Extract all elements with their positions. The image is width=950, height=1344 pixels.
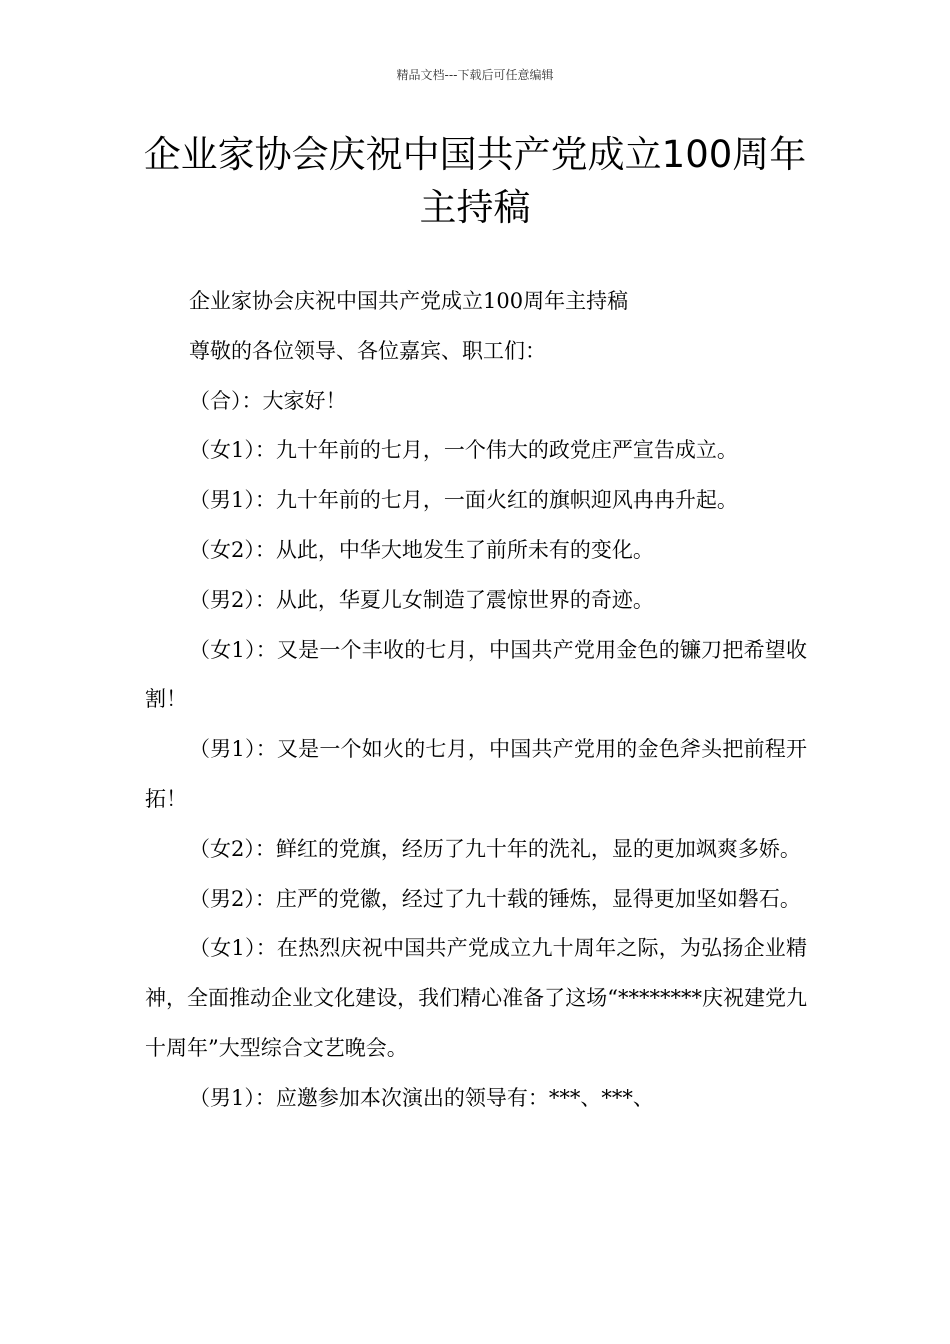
paragraph: （男1）：应邀参加本次演出的领导有：***、***、	[189, 1085, 654, 1110]
document-title: 企业家协会庆祝中国共产党成立100周年主持稿	[143, 133, 807, 229]
paragraph: （男2）：庄严的党徽，经过了九十载的锤炼，显得更加坚如磐石。	[189, 886, 801, 911]
paragraph: （男2）：从此，华夏儿女制造了震惊世界的奇迹。	[189, 587, 654, 612]
document-body	[145, 277, 807, 1124]
paragraph: 尊敬的各位领导、各位嘉宾、职工们：	[189, 338, 546, 363]
paragraph: 企业家协会庆祝中国共产党成立100周年主持稿	[189, 289, 629, 313]
paragraph: （女2）：鲜红的党旗，经历了九十年的洗礼，显的更加飒爽多娇。	[189, 836, 801, 861]
paragraph: （女1）：又是一个丰收的七月，中国共产党用金色的镰刀把希望收割！	[145, 637, 807, 712]
paragraph: （女2）：从此，中华大地发生了前所未有的变化。	[189, 537, 654, 562]
paragraph: （男1）：又是一个如火的七月，中国共产党用的金色斧头把前程开拓！	[145, 737, 807, 811]
paragraph: （男1）：九十年前的七月，一面火红的旗帜迎风冉冉升起。	[189, 488, 738, 513]
paragraph: （合）：大家好！	[189, 388, 347, 413]
paragraph: （女1）：在热烈庆祝中国共产党成立九十周年之际，为弘扬企业精神，全面推动企业文化建设，我们精心准备了这场“********庆祝建党九十周年”大型综合文艺晚会。	[145, 936, 807, 1060]
paragraph: （女1）：九十年前的七月，一个伟大的政党庄严宣告成立。	[189, 438, 738, 463]
page-header: 精品文档---下载后可任意编辑	[396, 68, 554, 82]
